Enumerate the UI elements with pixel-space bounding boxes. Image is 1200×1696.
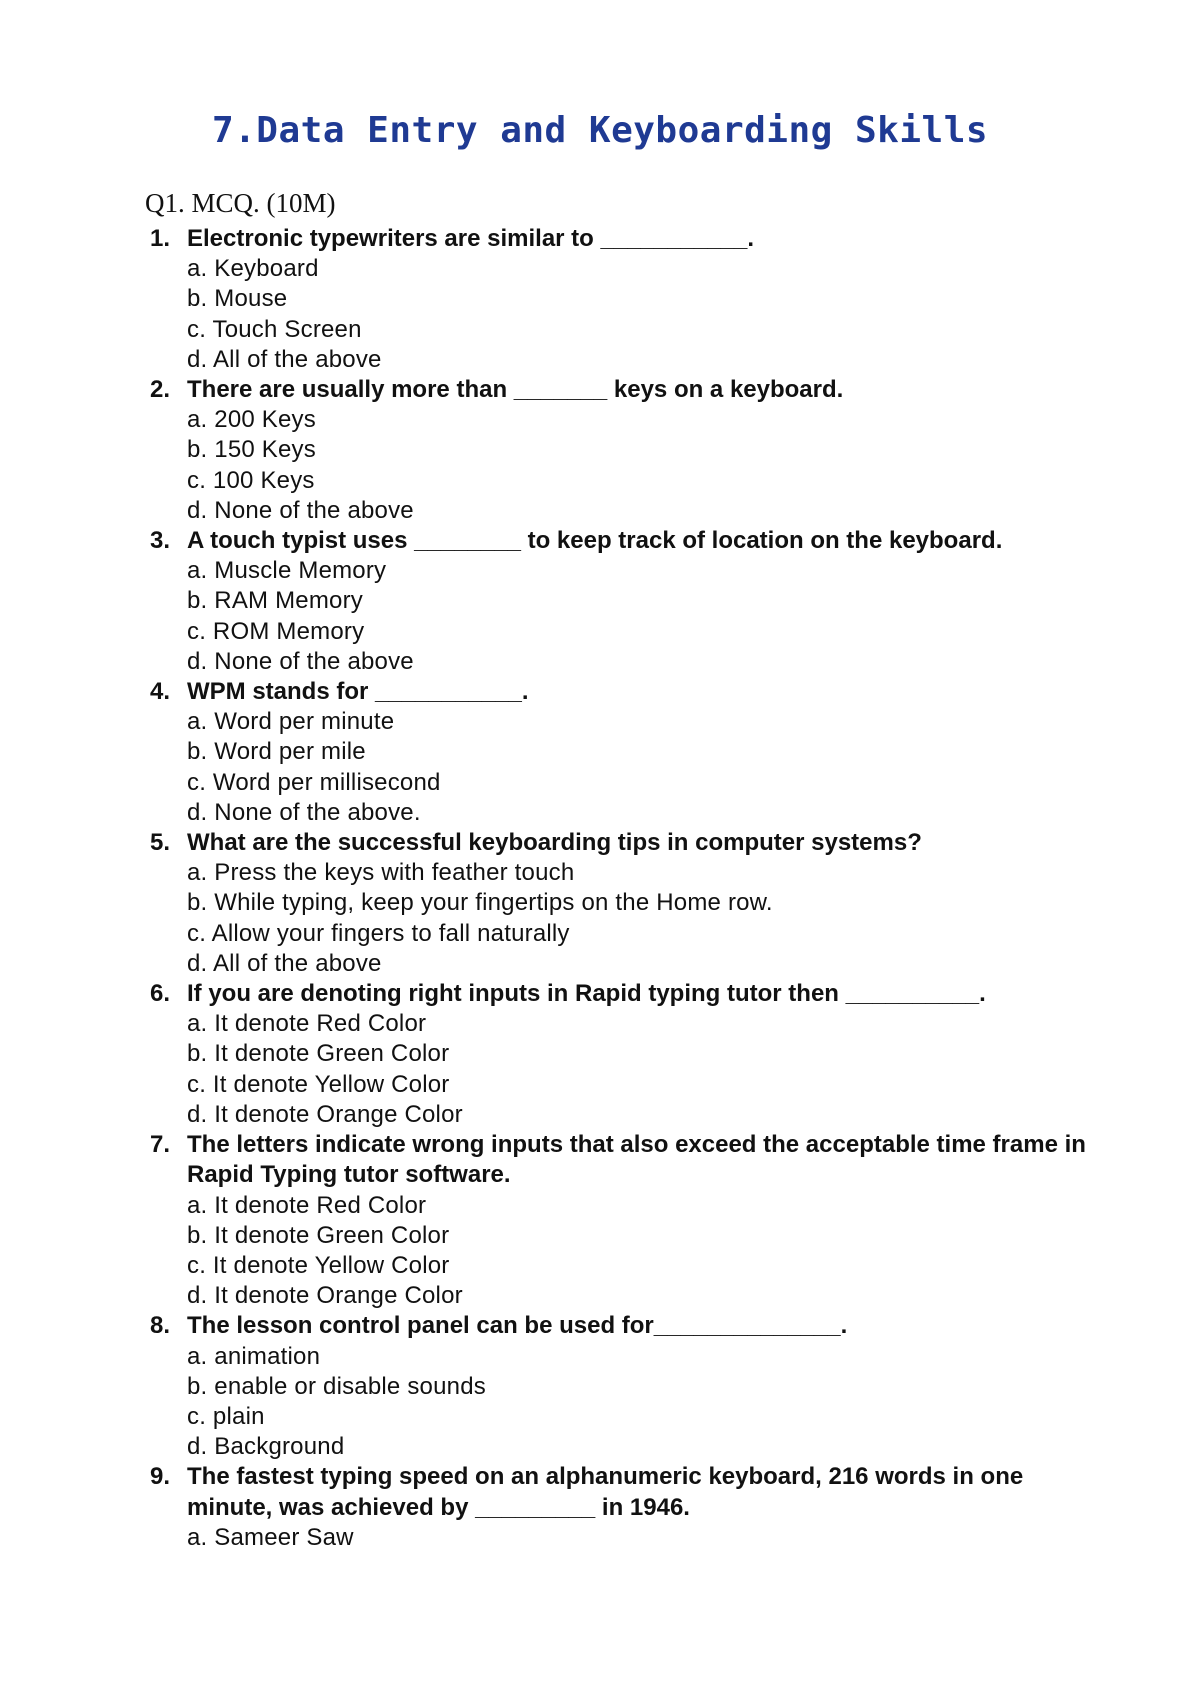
question-number: 7.: [150, 1131, 171, 1159]
option-a: a. Keyboard: [187, 255, 319, 283]
option-c: c. 100 Keys: [187, 466, 315, 494]
question-number: 3.: [150, 527, 171, 555]
question-number: 5.: [150, 829, 171, 857]
option-d: d. It denote Orange Color: [187, 1100, 463, 1128]
question-number: 9.: [150, 1463, 171, 1491]
question-8: [150, 1311, 1110, 1462]
option-d: d. None of the above: [187, 647, 414, 675]
option-d: d. All of the above: [187, 949, 382, 977]
question-5: [150, 828, 1110, 979]
question-2: [150, 375, 1110, 526]
question-number: 8.: [150, 1312, 171, 1340]
question-text: WPM stands for ___________.: [187, 678, 529, 706]
option-b: b. RAM Memory: [187, 587, 363, 615]
question-list: [150, 224, 1110, 1553]
option-a: a. Word per minute: [187, 708, 395, 736]
option-c: c. ROM Memory: [187, 617, 365, 645]
option-a: a. Muscle Memory: [187, 557, 387, 585]
question-text: The letters indicate wrong inputs that also exceed the acceptable time frame in Rapid Typing tutor software.: [187, 1131, 1086, 1189]
question-number: 4.: [150, 678, 171, 706]
question-text: The lesson control panel can be used for______________.: [187, 1312, 848, 1340]
option-b: b. Word per mile: [187, 738, 366, 766]
question-text: The fastest typing speed on an alphanumeric keyboard, 216 words in one minute, was achieved by _________ in 1946.: [187, 1463, 1024, 1521]
question-4: [150, 677, 1110, 828]
question-number: 2.: [150, 376, 171, 404]
option-c: c. Word per millisecond: [187, 768, 441, 796]
option-c: c. Allow your fingers to fall naturally: [187, 919, 570, 947]
option-a: a. Sameer Saw: [187, 1523, 354, 1551]
option-c: c. Touch Screen: [187, 315, 362, 343]
question-text: A touch typist uses ________ to keep track of location on the keyboard.: [187, 527, 1003, 555]
option-a: a. Press the keys with feather touch: [187, 859, 575, 887]
question-7: [150, 1130, 1110, 1311]
option-b: b. It denote Green Color: [187, 1040, 450, 1068]
option-c: c. It denote Yellow Color: [187, 1251, 450, 1279]
question-9: [150, 1462, 1110, 1553]
option-b: b. enable or disable sounds: [187, 1372, 486, 1400]
question-text: Electronic typewriters are similar to ___________.: [187, 225, 754, 252]
option-b: b. Mouse: [187, 285, 288, 313]
section-heading: Q1. MCQ. (10M): [145, 188, 336, 218]
option-c: c. It denote Yellow Color: [187, 1070, 450, 1098]
option-b: b. It denote Green Color: [187, 1221, 450, 1249]
option-c: c. plain: [187, 1402, 265, 1430]
option-a: a. It denote Red Color: [187, 1191, 427, 1219]
option-a: a. animation: [187, 1342, 321, 1370]
question-text: If you are denoting right inputs in Rapid typing tutor then __________.: [187, 980, 986, 1008]
option-d: d. All of the above: [187, 345, 382, 373]
option-d: d. Background: [187, 1433, 345, 1461]
option-a: a. It denote Red Color: [187, 1010, 427, 1038]
question-number: 6.: [150, 980, 171, 1008]
option-b: b. 150 Keys: [187, 436, 316, 464]
option-d: d. It denote Orange Color: [187, 1282, 463, 1310]
option-d: d. None of the above.: [187, 798, 421, 826]
option-d: d. None of the above: [187, 496, 414, 524]
question-text: There are usually more than _______ keys on a keyboard.: [187, 376, 844, 404]
page-title: 7.Data Entry and Keyboarding Skills: [211, 110, 989, 151]
option-a: a. 200 Keys: [187, 406, 316, 434]
question-3: [150, 526, 1110, 677]
question-6: [150, 979, 1110, 1130]
option-b: b. While typing, keep your fingertips on the Home row.: [187, 889, 773, 917]
question-1: [150, 224, 1110, 375]
question-text: What are the successful keyboarding tips in computer systems?: [187, 829, 922, 857]
question-number: 1.: [150, 225, 171, 252]
